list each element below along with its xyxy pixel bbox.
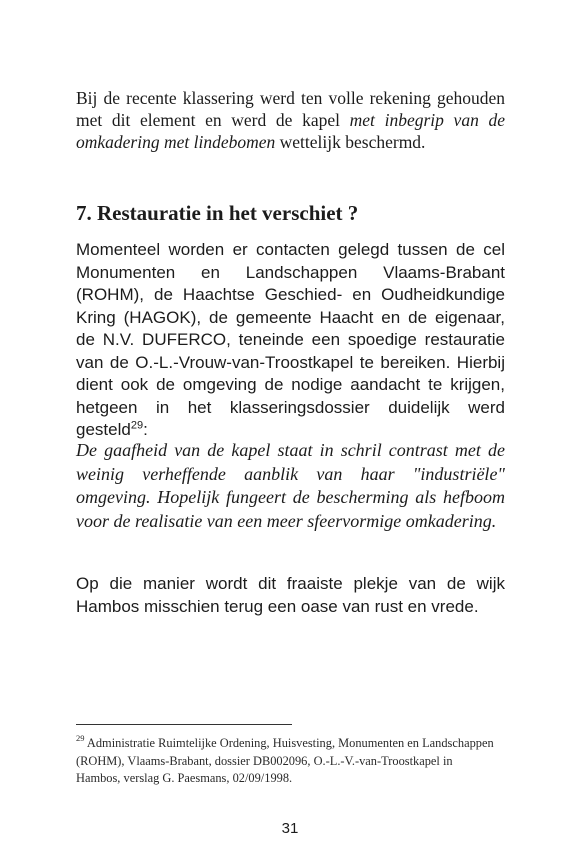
footnote-divider — [76, 724, 292, 725]
intro-text-before: Bij de recente klassering werd ten volle rekening gehouden met dit element en werd de kapel — [76, 88, 505, 130]
section-heading: 7. Restauratie in het verschiet ? — [76, 201, 359, 225]
body-text-end: : — [143, 420, 148, 439]
footnote-text: Administratie Ruimtelijke Ordening, Huisvesting, Monumenten en Landschappen (ROHM), Vlaams-Brabant, dossier DB002096, O.-L.-V.-van-Troostkapel in Hambos, verslag G. Paesmans, 02/09/1998. — [76, 736, 494, 785]
intro-paragraph — [76, 87, 505, 153]
intro-italic-text: met inbegrip van de omkadering met lindebomen — [76, 110, 505, 152]
closing-paragraph: Op die manier wordt dit fraaiste plekje van de wijk Hambos misschien terug een oase van rust en vrede. — [76, 574, 505, 616]
footnote-reference: 29 — [130, 419, 144, 432]
body-text: Momenteel worden er contacten gelegd tussen de cel Monumenten en Landschappen Vlaams-Brabant (ROHM), de Haachtse Geschied- en Oudheidkundige Kring (HAGOK), de gemeente Haacht en de eigenaar, de N.V. DUFERCO, teneinde een spoedige restauratie van de O.-L.-Vrouw-van-Troostkapel te bereiken. Hierbij dient ook de omgeving de nodige aandacht te krijgen, hetgeen in het klasseringsdossier duidelijk werd gesteld — [76, 240, 505, 439]
page-number: 31 — [281, 820, 299, 837]
footnote — [76, 732, 500, 788]
intro-text-after: wettelijk beschermd. — [275, 132, 426, 152]
quote-paragraph: De gaafheid van de kapel staat in schril contrast met de weinig verheffende aanblik van haar "industriële" omgeving. Hopelijk fungeert de bescherming als hefboom voor de realisatie van een meer sfeervormige omkadering. — [76, 440, 505, 531]
footnote-number: 29 — [76, 732, 85, 743]
body-paragraph — [76, 239, 505, 442]
